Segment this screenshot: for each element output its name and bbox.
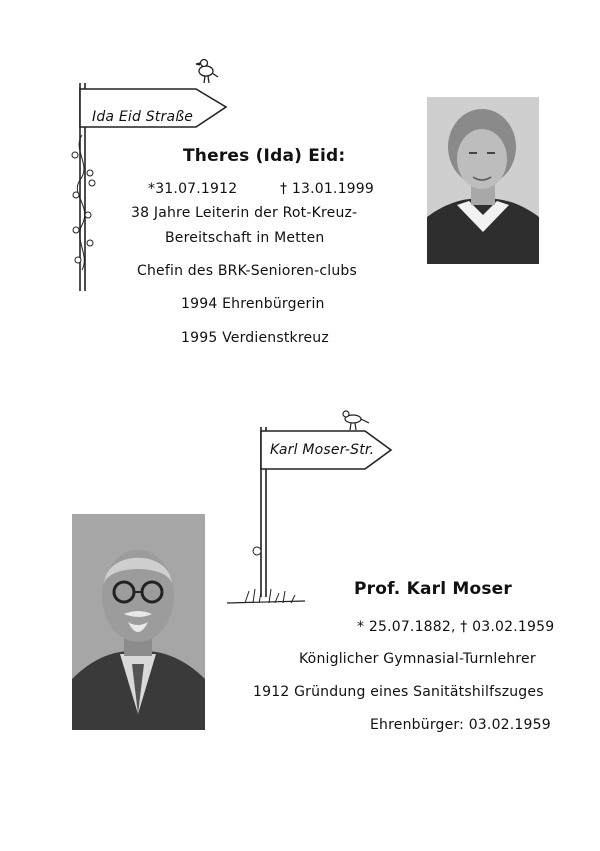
person-name: Theres (Ida) Eid: [183, 146, 346, 166]
bio-line: 1994 Ehrenbürgerin [181, 296, 325, 312]
bio-line: Königlicher Gymnasial-Turnlehrer [299, 651, 536, 667]
bio-line: 1912 Gründung eines Sanitätshilfszuges [253, 684, 544, 700]
bio-line: Chefin des BRK-Senioren-clubs [137, 263, 357, 279]
life-dates: * 25.07.1882, † 03.02.1959 [357, 619, 555, 635]
bird-icon [343, 411, 369, 430]
death-date: † 13.01.1999 [280, 181, 375, 197]
street-sign-label: Karl Moser-Str. [270, 442, 375, 458]
bio-line: 1995 Verdienstkreuz [181, 330, 329, 346]
bio-line: Ehrenbürger: 03.02.1959 [370, 717, 551, 733]
bio-line: Bereitschaft in Metten [165, 230, 325, 246]
person-name: Prof. Karl Moser [354, 579, 512, 599]
street-sign-drawing-ida-eid [66, 55, 231, 295]
portrait-photo-theres-eid [427, 97, 539, 264]
portrait-photo-karl-moser [72, 514, 205, 730]
birth-date: *31.07.1912 [148, 181, 238, 197]
bird-icon [196, 60, 218, 84]
bio-line: 38 Jahre Leiterin der Rot-Kreuz- [131, 205, 358, 221]
street-sign-label: Ida Eid Straße [92, 109, 194, 125]
